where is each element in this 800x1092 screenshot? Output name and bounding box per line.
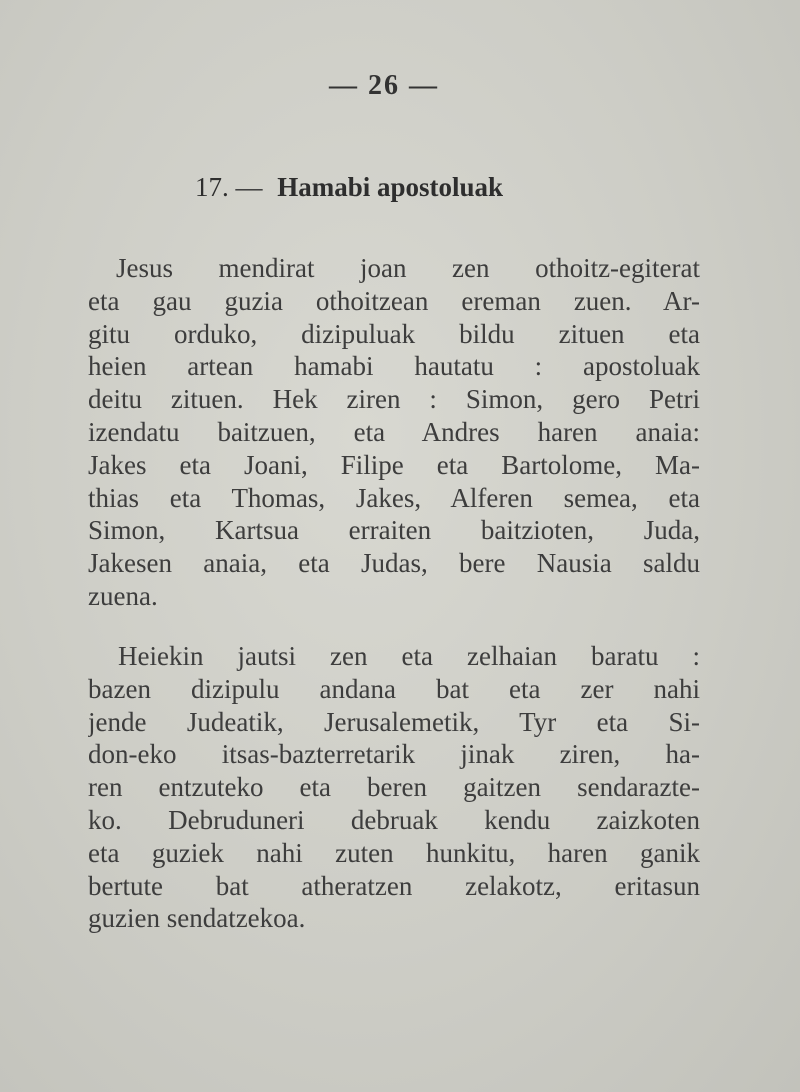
text-line: Jakes eta Joani, Filipe eta Bartolome, Ma- [88, 449, 700, 480]
text-line: guzien sendatzekoa. [88, 903, 306, 934]
text-line: thias eta Thomas, Jakes, Alferen semea, eta [88, 482, 700, 513]
text-line: ko. Debruduneri debruak kendu zaizkoten [88, 804, 700, 835]
text-line: bazen dizipulu andana bat eta zer nahi [88, 673, 700, 704]
text-line: izendatu baitzuen, eta Andres haren anaia: [88, 416, 700, 447]
section-number: 17. — [195, 172, 263, 202]
paragraph-2 [88, 640, 700, 935]
section-title: Hamabi apostoluak [277, 172, 504, 202]
text-line: zuena. [88, 580, 158, 611]
text-line: Heiekin jautsi zen eta zelhaian baratu : [118, 641, 700, 671]
text-line: Simon, Kartsua erraiten baitzioten, Juda, [88, 515, 700, 546]
text-line: gitu orduko, dizipuluak bildu zituen eta [88, 318, 700, 349]
text-line: jende Judeatik, Jerusalemetik, Tyr eta Si- [88, 706, 700, 737]
paragraph-1 [88, 252, 700, 613]
text-line: ren entzuteko eta beren gaitzen sendarazte- [88, 772, 700, 803]
text-line: bertute bat atheratzen zelakotz, eritasun [88, 870, 700, 901]
text-line: Jesus mendirat joan zen othoitz-egiterat [116, 253, 700, 283]
text-line: eta gau guzia othoitzean ereman zuen. Ar- [88, 285, 700, 316]
text-line: eta guziek nahi zuten hunkitu, haren ganik [88, 837, 700, 868]
page-number: — 26 — [329, 70, 439, 101]
text-line: Jakesen anaia, eta Judas, bere Nausia saldu [88, 548, 700, 579]
text-line: deitu zituen. Hek ziren : Simon, gero Petri [88, 384, 700, 415]
text-line: heien artean hamabi hautatu : apostoluak [88, 351, 700, 382]
section-heading [195, 172, 503, 203]
text-line: don-eko itsas-bazterretarik jinak ziren, ha- [88, 739, 700, 770]
